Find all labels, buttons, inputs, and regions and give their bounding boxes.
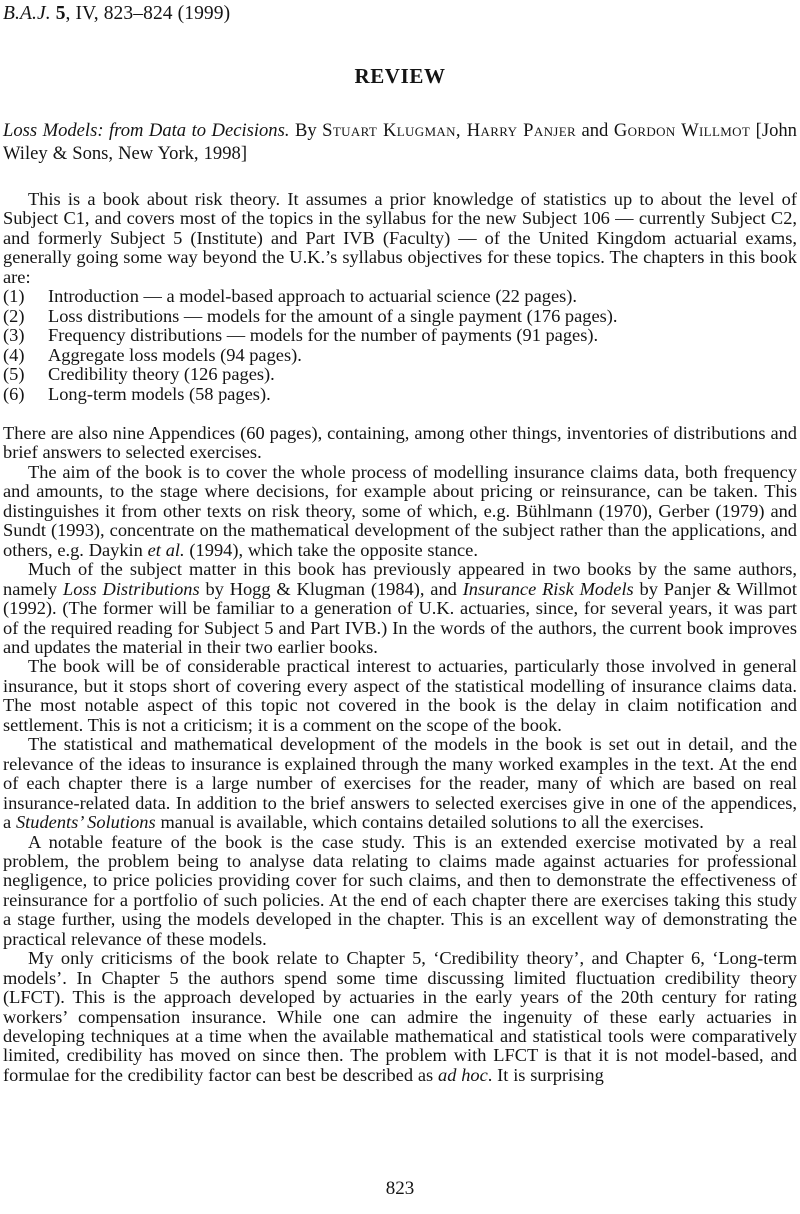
running-head-citation: , IV, 823–824 (1999): [65, 3, 231, 24]
paragraph-subject-part3: by Panjer & Willmot (1992). (The former will be familiar to a generation of U.K. actuaries, since, for several years, it was part of the required reading for Subject 5 and Part IVB.) In the words of the authors, the current book improves and updates the material in their two earlier books.: [3, 578, 797, 657]
cited-last-author: Gordon Willmot: [613, 120, 751, 141]
cited-book-title: Loss Models: from Data to Decisions.: [3, 120, 290, 141]
volume-number: 5: [55, 3, 66, 24]
paragraph-subject-part2: by Hogg & Klugman (1984), and: [199, 578, 463, 599]
paragraph-appendices: There are also nine Appendices (60 pages), containing, among other things, inventories of distributions and brief answers to selected exercises.: [3, 422, 797, 463]
paragraph-subject-part1: Much of the subject matter in this book has previously appeared in two books by the same authors, namely: [3, 559, 797, 599]
cited-authors: Stuart Klugman, Harry Panjer: [322, 120, 577, 141]
paragraph-criticisms-part1: My only criticisms of the book relate to Chapter 5, ‘Credibility theory’, and Chapter 6, ‘Long-term models’. In Chapter 5 the authors spend some time discussing limited fluctuation credibility theory (LFCT). This is the approach developed by actuaries in the early years of the 20th century for rating workers’ compensation insurance. While one can admire the ingenuity of these early actuaries in developing techniques at a time when the available mathematical and statistical tools were comparatively limited, credibility has moved on since then. The problem with LFCT is that it is not model-based, and formulae for the credibility factor can best be described as: [3, 948, 797, 1085]
paragraph-aim-italic-etal: et al.: [147, 539, 185, 560]
list-item-number: (6): [3, 383, 25, 404]
paragraph-practical-interest: The book will be of considerable practical interest to actuaries, particularly those involved in general insurance, but it stops short of covering every aspect of the statistical modelling of insurance claims data. The most notable aspect of this topic not covered in the book is the delay in claim notification and settlement. This is not a criticism; it is a comment on the scope of the book.: [3, 656, 797, 735]
chapter-list: [3, 287, 797, 404]
list-item-number: (2): [3, 305, 25, 326]
list-item-label: Aggregate loss models (94 pages).: [48, 344, 302, 365]
list-item: [3, 365, 797, 384]
paragraph-subject-italic-title2: Insurance Risk Models: [462, 578, 634, 599]
list-item-label: Credibility theory (126 pages).: [48, 364, 275, 385]
citation-by-label: By: [289, 120, 323, 141]
list-item: [3, 385, 797, 404]
list-item-label: Introduction — a model-based approach to actuarial science (22 pages).: [48, 286, 578, 307]
running-head: [3, 2, 797, 26]
paragraph-aim-part1: The aim of the book is to cover the whole process of modelling insurance claims data, both frequency and amounts, to the stage where decisions, for example about pricing or reinsurance, can be taken. This distinguishes it from other texts on risk theory, some of which, e.g. Bühlmann (1970), Gerber (1979) and Sundt (1993), concentrate on the mathematical development of the subject rather than the applications, and others, e.g. Daykin: [3, 461, 797, 560]
paragraph-intro: This is a book about risk theory. It assumes a prior knowledge of statistics up to about the level of Subject C1, and covers most of the topics in the syllabus for the new Subject 106 — currently Subject C2, and formerly Subject 5 (Institute) and Part IVB (Faculty) — of the United Kingdom actuarial exams, generally going some way beyond the U.K.’s syllabus objectives for these topics. The chapters in this book are:: [3, 189, 797, 287]
list-item: [3, 307, 797, 326]
paragraph-subject-italic-title1: Loss Distributions: [62, 578, 200, 599]
page-title: REVIEW: [354, 64, 446, 88]
book-citation: [3, 120, 797, 165]
list-item-number: (1): [3, 286, 25, 307]
paragraph-criticisms-part2: . It is surprising: [487, 1064, 604, 1085]
list-item-number: (5): [3, 364, 25, 385]
journal-name: B.A.J.: [3, 3, 51, 24]
paragraph-development-part1: The statistical and mathematical development of the models in the book is set out in detail, and the relevance of the ideas to insurance is explained through the many worked examples in the text. At the end of each chapter there is a large number of exercises for the reader, many of which are based on real insurance-related data. In addition to the brief answers to selected exercises give in one of the appendices, a: [3, 734, 797, 833]
list-item: [3, 287, 797, 306]
citation-conjunction: and: [576, 120, 614, 141]
paragraph-aim: [3, 463, 797, 560]
list-item: [3, 326, 797, 345]
list-item-number: (4): [3, 344, 25, 365]
list-item: [3, 346, 797, 365]
paragraph-development: [3, 735, 797, 832]
citation-publisher: [John Wiley & Sons, New York, 1998]: [3, 120, 797, 164]
list-item-number: (3): [3, 325, 25, 346]
list-item-label: Frequency distributions — models for the number of payments (91 pages).: [48, 325, 599, 346]
paragraph-development-part2: manual is available, which contains detailed solutions to all the exercises.: [155, 812, 704, 833]
page-number: 823: [385, 1178, 415, 1199]
paragraph-development-italic-manual: Students’ Solutions: [15, 812, 156, 833]
list-item-label: Loss distributions — models for the amount of a single payment (176 pages).: [48, 305, 618, 326]
paragraph-subject-matter: [3, 560, 797, 657]
list-item-label: Long-term models (58 pages).: [48, 383, 271, 404]
paragraph-aim-part2: (1994), which take the opposite stance.: [184, 539, 478, 560]
paragraph-criticisms: [3, 949, 797, 1085]
paragraph-case-study: A notable feature of the book is the case study. This is an extended exercise motivated by a real problem, the problem being to analyse data relating to claims made against actuaries for professional negligence, to price policies providing cover for such claims, and then to demonstrate the effectiveness of reinsurance for a portfolio of such policies. At the end of each chapter there are exercises taking this study a stage further, using the models developed in the chapter. This is an excellent way of demonstrating the practical relevance of these models.: [3, 831, 797, 949]
paragraph-criticisms-italic-adhoc: ad hoc: [438, 1064, 488, 1085]
